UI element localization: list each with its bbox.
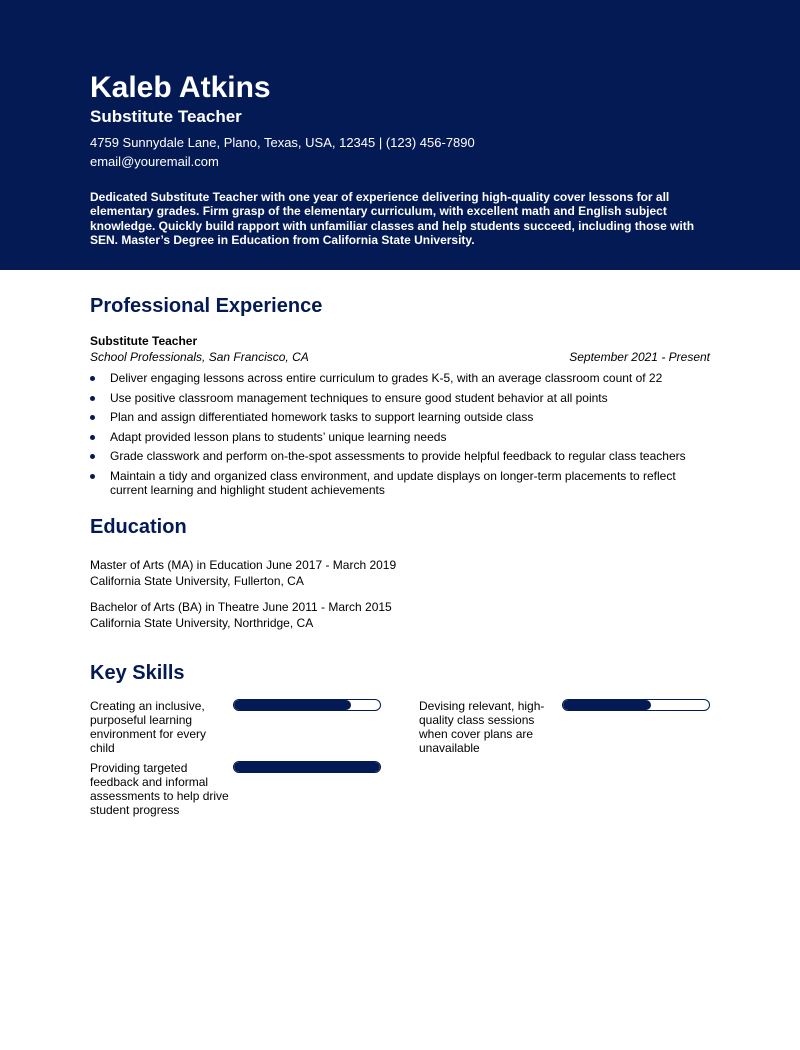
job-bullet: Use positive classroom management techniques to ensure good student behavior at all points	[90, 391, 710, 405]
skill-item	[90, 699, 381, 755]
skill-level-bar	[233, 699, 381, 711]
job-bullet: Grade classwork and perform on-the-spot assessments to provide helpful feedback to regular class teachers	[90, 449, 710, 463]
skill-level-bar	[562, 699, 710, 711]
job-bullet: Adapt provided lesson plans to students’ unique learning needs	[90, 430, 710, 444]
candidate-title: Substitute Teacher	[90, 107, 242, 126]
skill-item	[90, 761, 381, 817]
resume-header	[0, 0, 800, 270]
skill-level-bar	[233, 761, 381, 773]
skill-level-fill	[563, 700, 651, 710]
education-degree: Bachelor of Arts (BA) in Theatre June 2011 - March 2015	[90, 599, 392, 614]
professional-summary: Dedicated Substitute Teacher with one year of experience delivering high-quality cover lessons for all elementary grades. Firm grasp of the elementary curriculum, with excellent math and English subject knowledge. Quickly build rapport with unfamiliar classes and help students succeed, including those with SEN. Master’s Degree in Education from California State University.	[90, 190, 695, 247]
job-dates: September 2021 - Present	[569, 350, 710, 364]
education-entry	[90, 599, 710, 631]
job-bullets	[90, 371, 710, 497]
job-bullet: Plan and assign differentiated homework tasks to support learning outside class	[90, 410, 710, 424]
skill-item	[381, 699, 710, 755]
education-school: California State University, Fullerton, CA	[90, 573, 304, 588]
job-bullet: Deliver engaging lessons across entire curriculum to grades K-5, with an average classroom count of 22	[90, 371, 710, 385]
skills-grid	[90, 699, 710, 823]
skill-level-fill	[234, 700, 351, 710]
skill-label: Creating an inclusive, purposeful learning environment for every child	[90, 698, 207, 755]
contact-address-phone: 4759 Sunnydale Lane, Plano, Texas, USA, 12345 | (123) 456-7890	[90, 135, 475, 150]
job-meta	[90, 350, 710, 365]
education-heading: Education	[90, 515, 187, 538]
education-degree: Master of Arts (MA) in Education June 2017 - March 2019	[90, 557, 397, 572]
education-entry	[90, 557, 710, 589]
job-employer: School Professionals, San Francisco, CA	[90, 350, 309, 364]
candidate-name: Kaleb Atkins	[90, 71, 271, 104]
contact-email: email@youremail.com	[90, 154, 219, 169]
job-bullet: Maintain a tidy and organized class environment, and update displays on longer-term placements to reflect current learning and highlight student achievements	[90, 469, 710, 497]
education-school: California State University, Northridge, CA	[90, 615, 314, 630]
job-entry	[90, 334, 710, 497]
job-title: Substitute Teacher	[90, 334, 198, 348]
resume-body	[0, 294, 800, 823]
skills-heading: Key Skills	[90, 661, 185, 684]
skill-label: Devising relevant, high-quality class sessions when cover plans are unavailable	[419, 698, 545, 755]
experience-heading: Professional Experience	[90, 295, 323, 317]
skill-label: Providing targeted feedback and informal assessments to help drive student progress	[90, 760, 229, 817]
skill-level-fill	[234, 762, 380, 772]
